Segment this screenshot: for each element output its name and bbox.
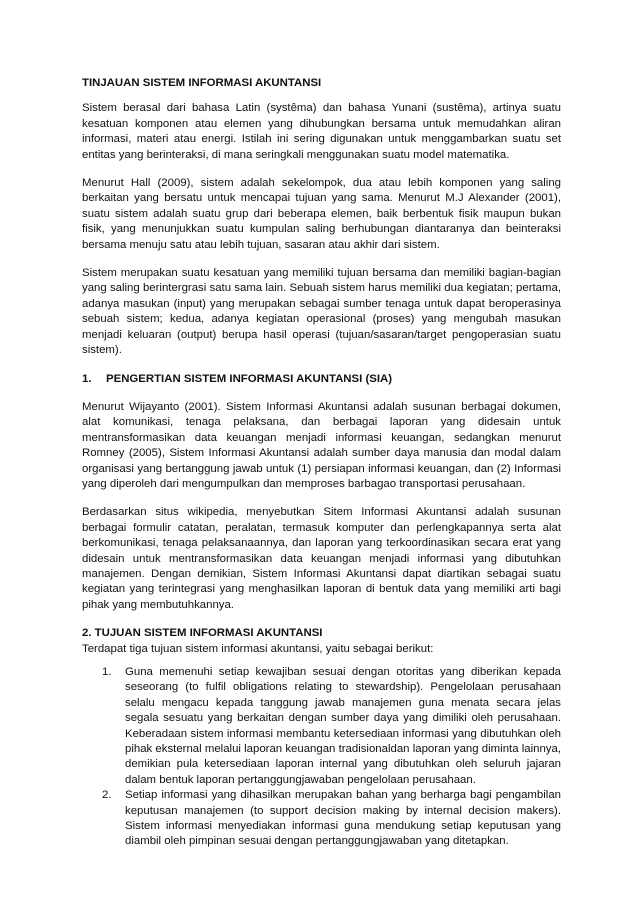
section-1-paragraph-1: Menurut Wijayanto (2001). Sistem Informasi Akuntansi adalah susunan berbagai dokumen, alat komunikasi, tenaga pelaksana, dan berbagai laporan yang didesain untuk mentransformasikan data keuangan menjadi informasi keuangan, sedangkan menurut Romney (2005), Sistem Informasi Akuntansi adalah sumber daya manusia dan modal dalam organisasi yang bertanggung jawab untuk (1) persiapan informasi keuangan, dan (2) Informasi yang diperoleh dari mengumpulkan dan memproses barbagao transportasi perusahaan.: [82, 400, 561, 490]
document-content: [82, 76, 561, 850]
intro-paragraph-1: Sistem berasal dari bahasa Latin (systêma) dan bahasa Yunani (sustêma), artinya suatu kesatuan komponen atau elemen yang dihubungkan bersama untuk memudahkan aliran informasi, materi atau energi. Istilah ini sering digunakan untuk menggambarkan suatu set entitas yang berinteraksi, di mana seringkali menggunakan suatu model matematika.: [82, 102, 561, 161]
document-title: TINJAUAN SISTEM INFORMASI AKUNTANSI: [82, 77, 322, 89]
list-item-number: 2.: [102, 789, 112, 802]
list-item: [102, 788, 561, 850]
section-1-title: PENGERTIAN SISTEM INFORMASI AKUNTANSI (SIA): [106, 372, 393, 385]
section-2-heading: 2. TUJUAN SISTEM INFORMASI AKUNTANSI: [82, 627, 323, 640]
list-item-text: Guna memenuhi setiap kewajiban sesuai dengan otoritas yang diberikan kepada seseorang (to fulfil obligations relating to stewardship). Pengelolaan perusahaan selalu mengacu kepada tanggung jawab manajemen guna menata secara jelas segala sesuatu yang berkaitan dengan sumber daya yang dimiliki oleh perusahaan. Keberadaan sistem informasi membantu ketersediaan informasi yang dibutuhkan oleh pihak eksternal melalui laporan keuangan tradisionaldan laporan yang diminta lainnya, demikian pula ketersediaan laporan internal yang dibutuhkan oleh seluruh jajaran dalam bentuk laporan pertanggungjawaban pengelolaan perusahaan.: [125, 666, 561, 786]
list-item: [102, 665, 561, 788]
section-1-number: 1.: [82, 372, 92, 385]
section-1-paragraph-2: Berdasarkan situs wikipedia, menyebutkan Sitem Informasi Akuntansi adalah susunan berbagai formulir catatan, peralatan, termasuk komputer dan perlengkapannya serta alat berkomunikasi, tenaga pelaksanaannya, dan laporan yang terkoordinasikan secara erat yang didesain untuk mentransformasikan data keuangan menjadi informasi yang dibutuhkan manajemen. Dengan demikian, Sistem Informasi Akuntansi dapat diartikan sebagai suatu kegiatan yang terintegrasi yang menghasilkan laporan di bentuk data yang memiliki arti bagi pihak yang membutuhkannya.: [82, 506, 561, 611]
list-item-text: Setiap informasi yang dihasilkan merupakan bahan yang berharga bagi pengambilan keputusan manajemen (to support decision making by internal decision makers). Sistem informasi menyediakan informasi guna mendukung setiap keputusan yang diambil oleh pimpinan sesuai dengan pertanggungjawaban yang ditetapkan.: [125, 789, 561, 848]
intro-paragraph-3: Sistem merupakan suatu kesatuan yang memiliki tujuan bersama dan memiliki bagian-bagian yang saling berintergrasi satu sama lain. Sebuah sistem harus memiliki dua kegiatan; pertama, adanya masukan (input) yang merupakan sebagai sumber tenaga untuk dapat beroperasinya sebuah sistem; kedua, adanya kegiatan operasional (proses) yang mengubah masukan menjadi keluaran (output) berupa hasil operasi (tujuan/sasaran/target pengoperasian suatu sistem).: [82, 267, 561, 357]
list-item-number: 1.: [102, 666, 112, 678]
section-1-heading: [82, 372, 561, 387]
goals-list: [82, 665, 561, 850]
section-2-intro: Terdapat tiga tujuan sistem informasi akuntansi, yaitu sebagai berikut:: [82, 642, 434, 655]
intro-paragraph-2: Menurut Hall (2009), sistem adalah sekelompok, dua atau lebih komponen yang saling berkaitan yang bersatu untuk mencapai tujuan yang sama. Menurut M.J Alexander (2001), suatu sistem adalah suatu grup dari beberapa elemen, baik berbentuk fisik maupun bukan fisik, yang menunjukkan suatu kumpulan saling berhubungan diantaranya dan beinteraksi bersama menuju satu atau lebih tujuan, sasaran atau akhir dari sistem.: [82, 177, 561, 251]
